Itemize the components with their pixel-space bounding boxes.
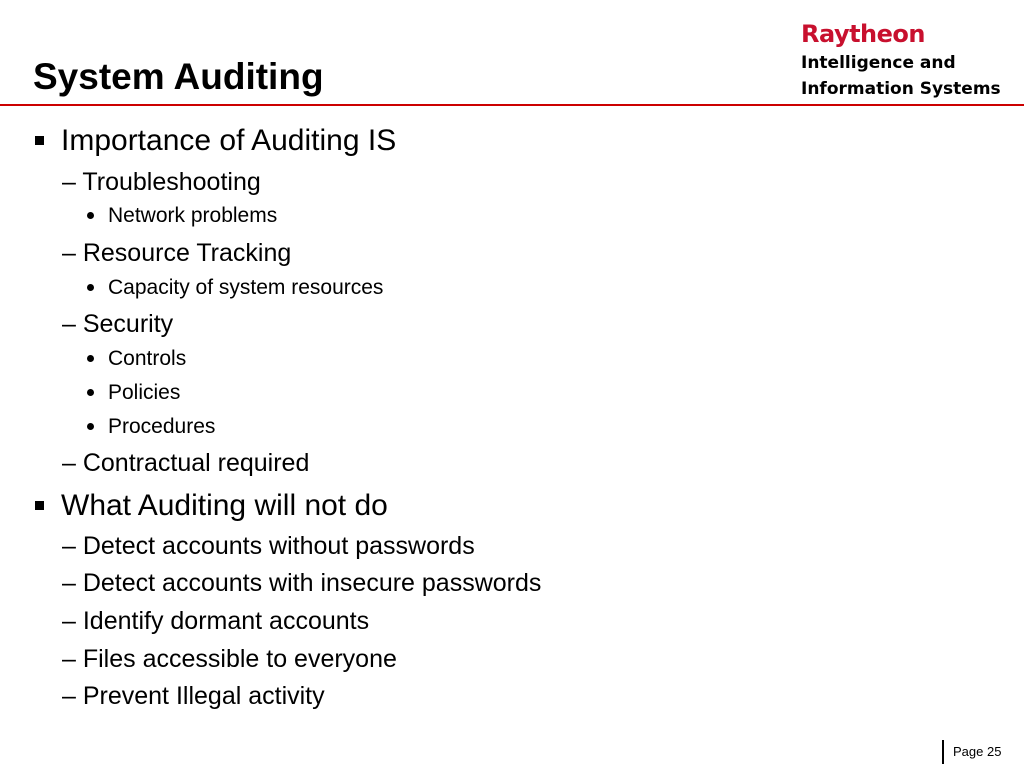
sub-identify-dormant: – Identify dormant accounts bbox=[62, 607, 370, 635]
sub-troubleshooting: – Troubleshooting bbox=[62, 168, 261, 196]
logo-line-2: Information Systems bbox=[801, 79, 1001, 99]
sub-prevent-illegal: – Prevent Illegal activity bbox=[62, 682, 325, 710]
sub-contractual: – Contractual required bbox=[62, 449, 310, 477]
raytheon-logo bbox=[801, 20, 1016, 102]
point-text: Capacity of system resources bbox=[108, 276, 384, 299]
sub-detect-insecure-passwords: – Detect accounts with insecure passwords bbox=[62, 569, 542, 597]
point-network-problems bbox=[87, 203, 277, 229]
page-number: Page 25 bbox=[953, 744, 1002, 759]
footer-divider bbox=[942, 740, 944, 764]
point-controls bbox=[87, 346, 186, 372]
sub-detect-no-passwords: – Detect accounts without passwords bbox=[62, 532, 475, 560]
bullet-importance bbox=[35, 124, 396, 158]
dot-bullet-icon bbox=[87, 212, 94, 219]
point-capacity bbox=[87, 275, 383, 301]
sub-security: – Security bbox=[62, 310, 174, 338]
logo-brand-text: Raytheon bbox=[801, 20, 925, 48]
logo-line-1: Intelligence and bbox=[801, 53, 956, 73]
bullet-text: Importance of Auditing IS bbox=[61, 124, 397, 157]
point-text: Network problems bbox=[108, 204, 278, 227]
point-text: Controls bbox=[108, 347, 187, 370]
dot-bullet-icon bbox=[87, 423, 94, 430]
point-procedures bbox=[87, 414, 215, 440]
square-bullet-icon bbox=[35, 501, 44, 510]
bullet-text: What Auditing will not do bbox=[61, 489, 388, 522]
dot-bullet-icon bbox=[87, 389, 94, 396]
dot-bullet-icon bbox=[87, 284, 94, 291]
sub-resource-tracking: – Resource Tracking bbox=[62, 239, 292, 267]
bullet-will-not-do bbox=[35, 489, 388, 523]
slide-title: System Auditing bbox=[33, 56, 324, 97]
dot-bullet-icon bbox=[87, 355, 94, 362]
square-bullet-icon bbox=[35, 136, 44, 145]
title-divider bbox=[0, 104, 1024, 106]
point-policies bbox=[87, 380, 180, 406]
sub-files-accessible: – Files accessible to everyone bbox=[62, 645, 397, 673]
point-text: Policies bbox=[108, 381, 181, 404]
point-text: Procedures bbox=[108, 415, 216, 438]
